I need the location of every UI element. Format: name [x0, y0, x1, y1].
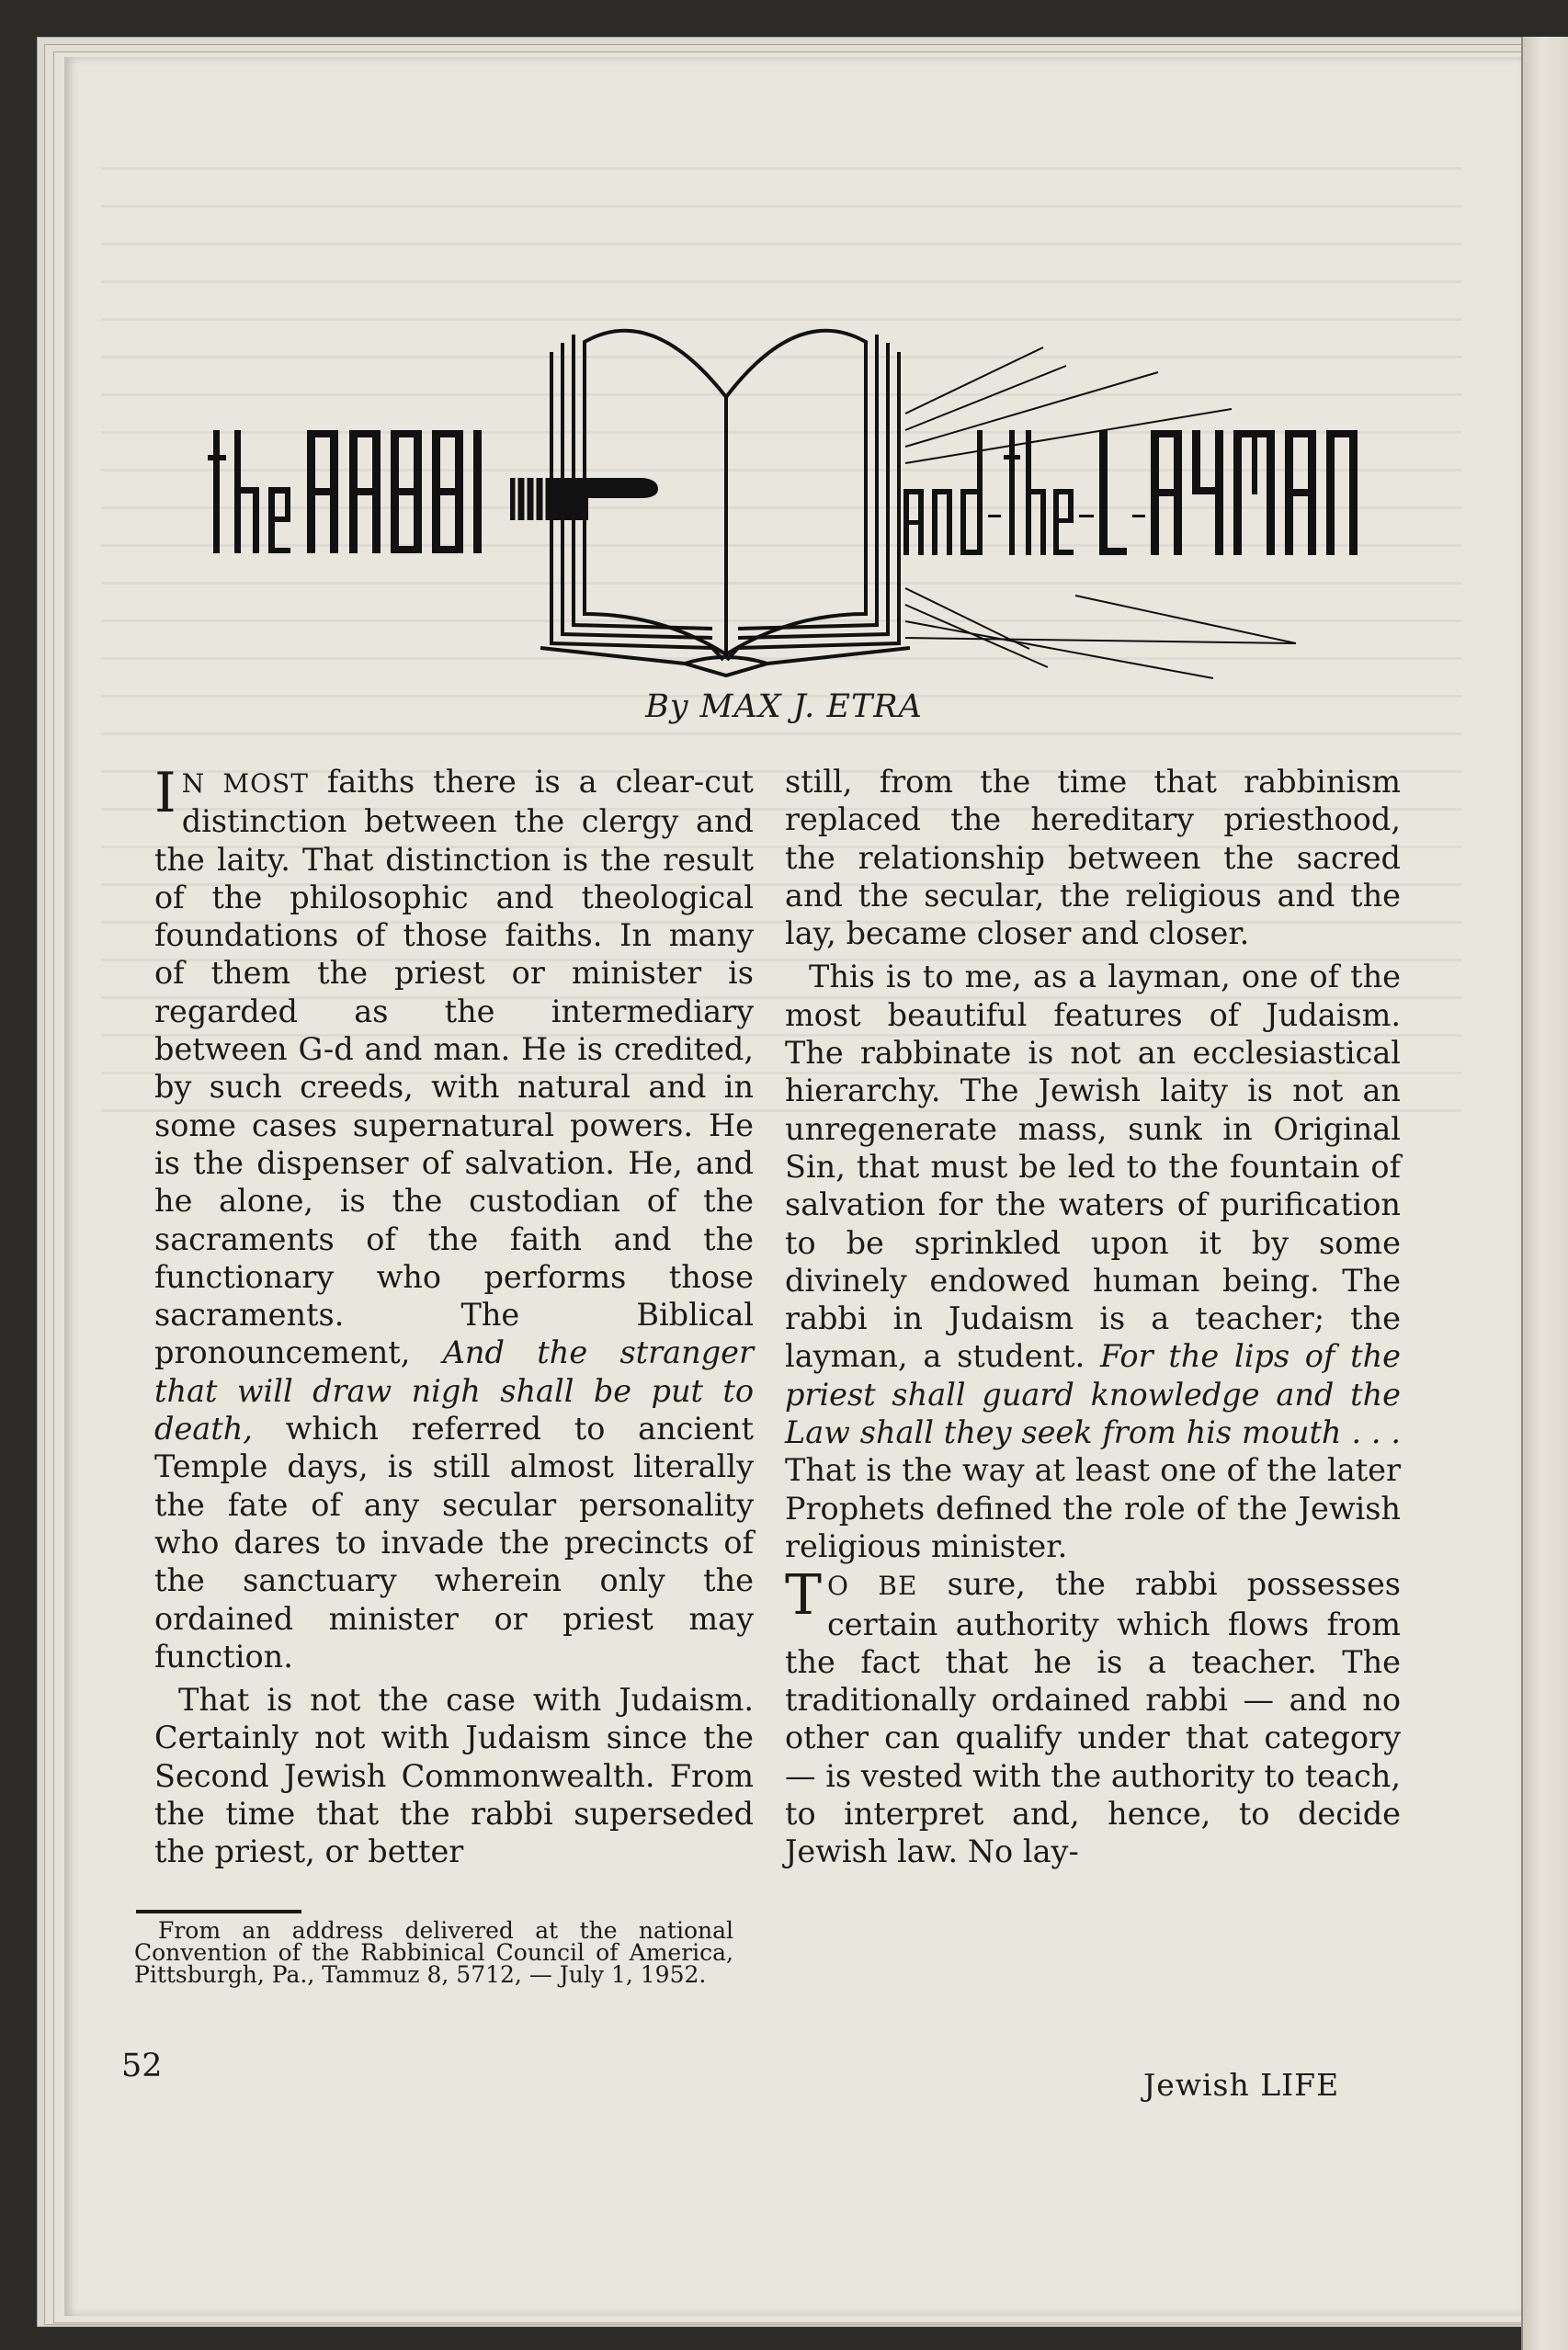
- paragraph-text: This is to me, as a layman, one of the most beautiful features of Judaism. The rabbinate is not an ecclesiastical hierarchy. The Jewish laity is not an unregenerate mass, sunk in Original Sin, that must be led to the fountain of salvation for the waters of purification to be sprinkled upon it by some divinely endowed human being. The rabbi in Judaism is a teacher; the layman, a student.: [785, 959, 1401, 1375]
- footnote: [134, 1917, 733, 1988]
- article-left-column: [154, 763, 754, 1871]
- running-foot: Jewish LIFE: [1143, 2067, 1340, 2103]
- paragraph: [785, 958, 1401, 1565]
- biblical-quote: And the stranger that will draw nigh shall be put to death,: [154, 1334, 754, 1447]
- lead-in: O BE: [827, 1571, 918, 1602]
- paragraph: still, from the time that rabbinism replaced the hereditary priesthood, the relationship between the sacred and the secular, the religious and the lay, became closer and closer.: [785, 764, 1401, 952]
- footnote-rule: [136, 1910, 301, 1913]
- paragraph-text: sure, the rabbi possesses certain authority which flows from the fact that he is a teacher. The traditionally ordained rabbi — and no other can qualify under that category — is vested with the authority to teach, to interpret and, hence, to decide Jewish law. No lay-: [785, 1566, 1401, 1870]
- footnote-text: From an address delivered at the national Convention of the Rabbinical Council of America, Pittsburgh, Pa., Tammuz 8, 5712, — July 1, 1952.: [134, 1917, 733, 1988]
- page-number: 52: [121, 2048, 163, 2084]
- paragraph-text: That is the way at least one of the later Prophets defined the role of the Jewish religious minister.: [785, 1452, 1401, 1564]
- masthead-art: [0, 0, 1568, 754]
- drop-cap: T: [785, 1563, 823, 1629]
- prophet-quote: For the lips of the priest shall guard knowledge and the Law shall they seek from his mouth . . .: [785, 1338, 1401, 1451]
- byline: By MAX J. ETRA: [645, 688, 923, 725]
- title-left-the-rabbi: [208, 430, 482, 553]
- title-right-and-the-layman: [903, 430, 1358, 555]
- drop-cap: I: [154, 761, 176, 825]
- paragraph-text: which referred to ancient Temple days, is still almost literally the fate of any secular personality who dares to invade the precincts of the sanctuary wherein only the ordained minister or priest may function.: [154, 1411, 754, 1675]
- lead-in: N MOST: [181, 768, 309, 799]
- paragraph: That is not the case with Judaism. Certainly not with Judaism since the Second Jewish Commonwealth. From the time that the rabbi superseded the priest, or better: [154, 1682, 754, 1870]
- article-right-column: [785, 763, 1401, 1871]
- paragraph-text: faiths there is a clear-cut distinction between the clergy and the laity. That distinction is the result of the philosophic and theological foundations of those faiths. In many of them the priest or minister is regarded as the intermediary between G-d and man. He is credited, by such creeds, with natural and in some cases supernatural powers. He is the dispenser of salvation. He, and he alone, is the custodian of the sacraments of the faith and the functionary who performs those sacraments. The Biblical pronouncement,: [154, 764, 755, 1371]
- open-book-icon: [540, 331, 910, 675]
- paragraph-section-opening: [785, 1565, 1401, 1870]
- masthead: [0, 0, 1568, 754]
- paragraph-opening: [154, 763, 754, 1675]
